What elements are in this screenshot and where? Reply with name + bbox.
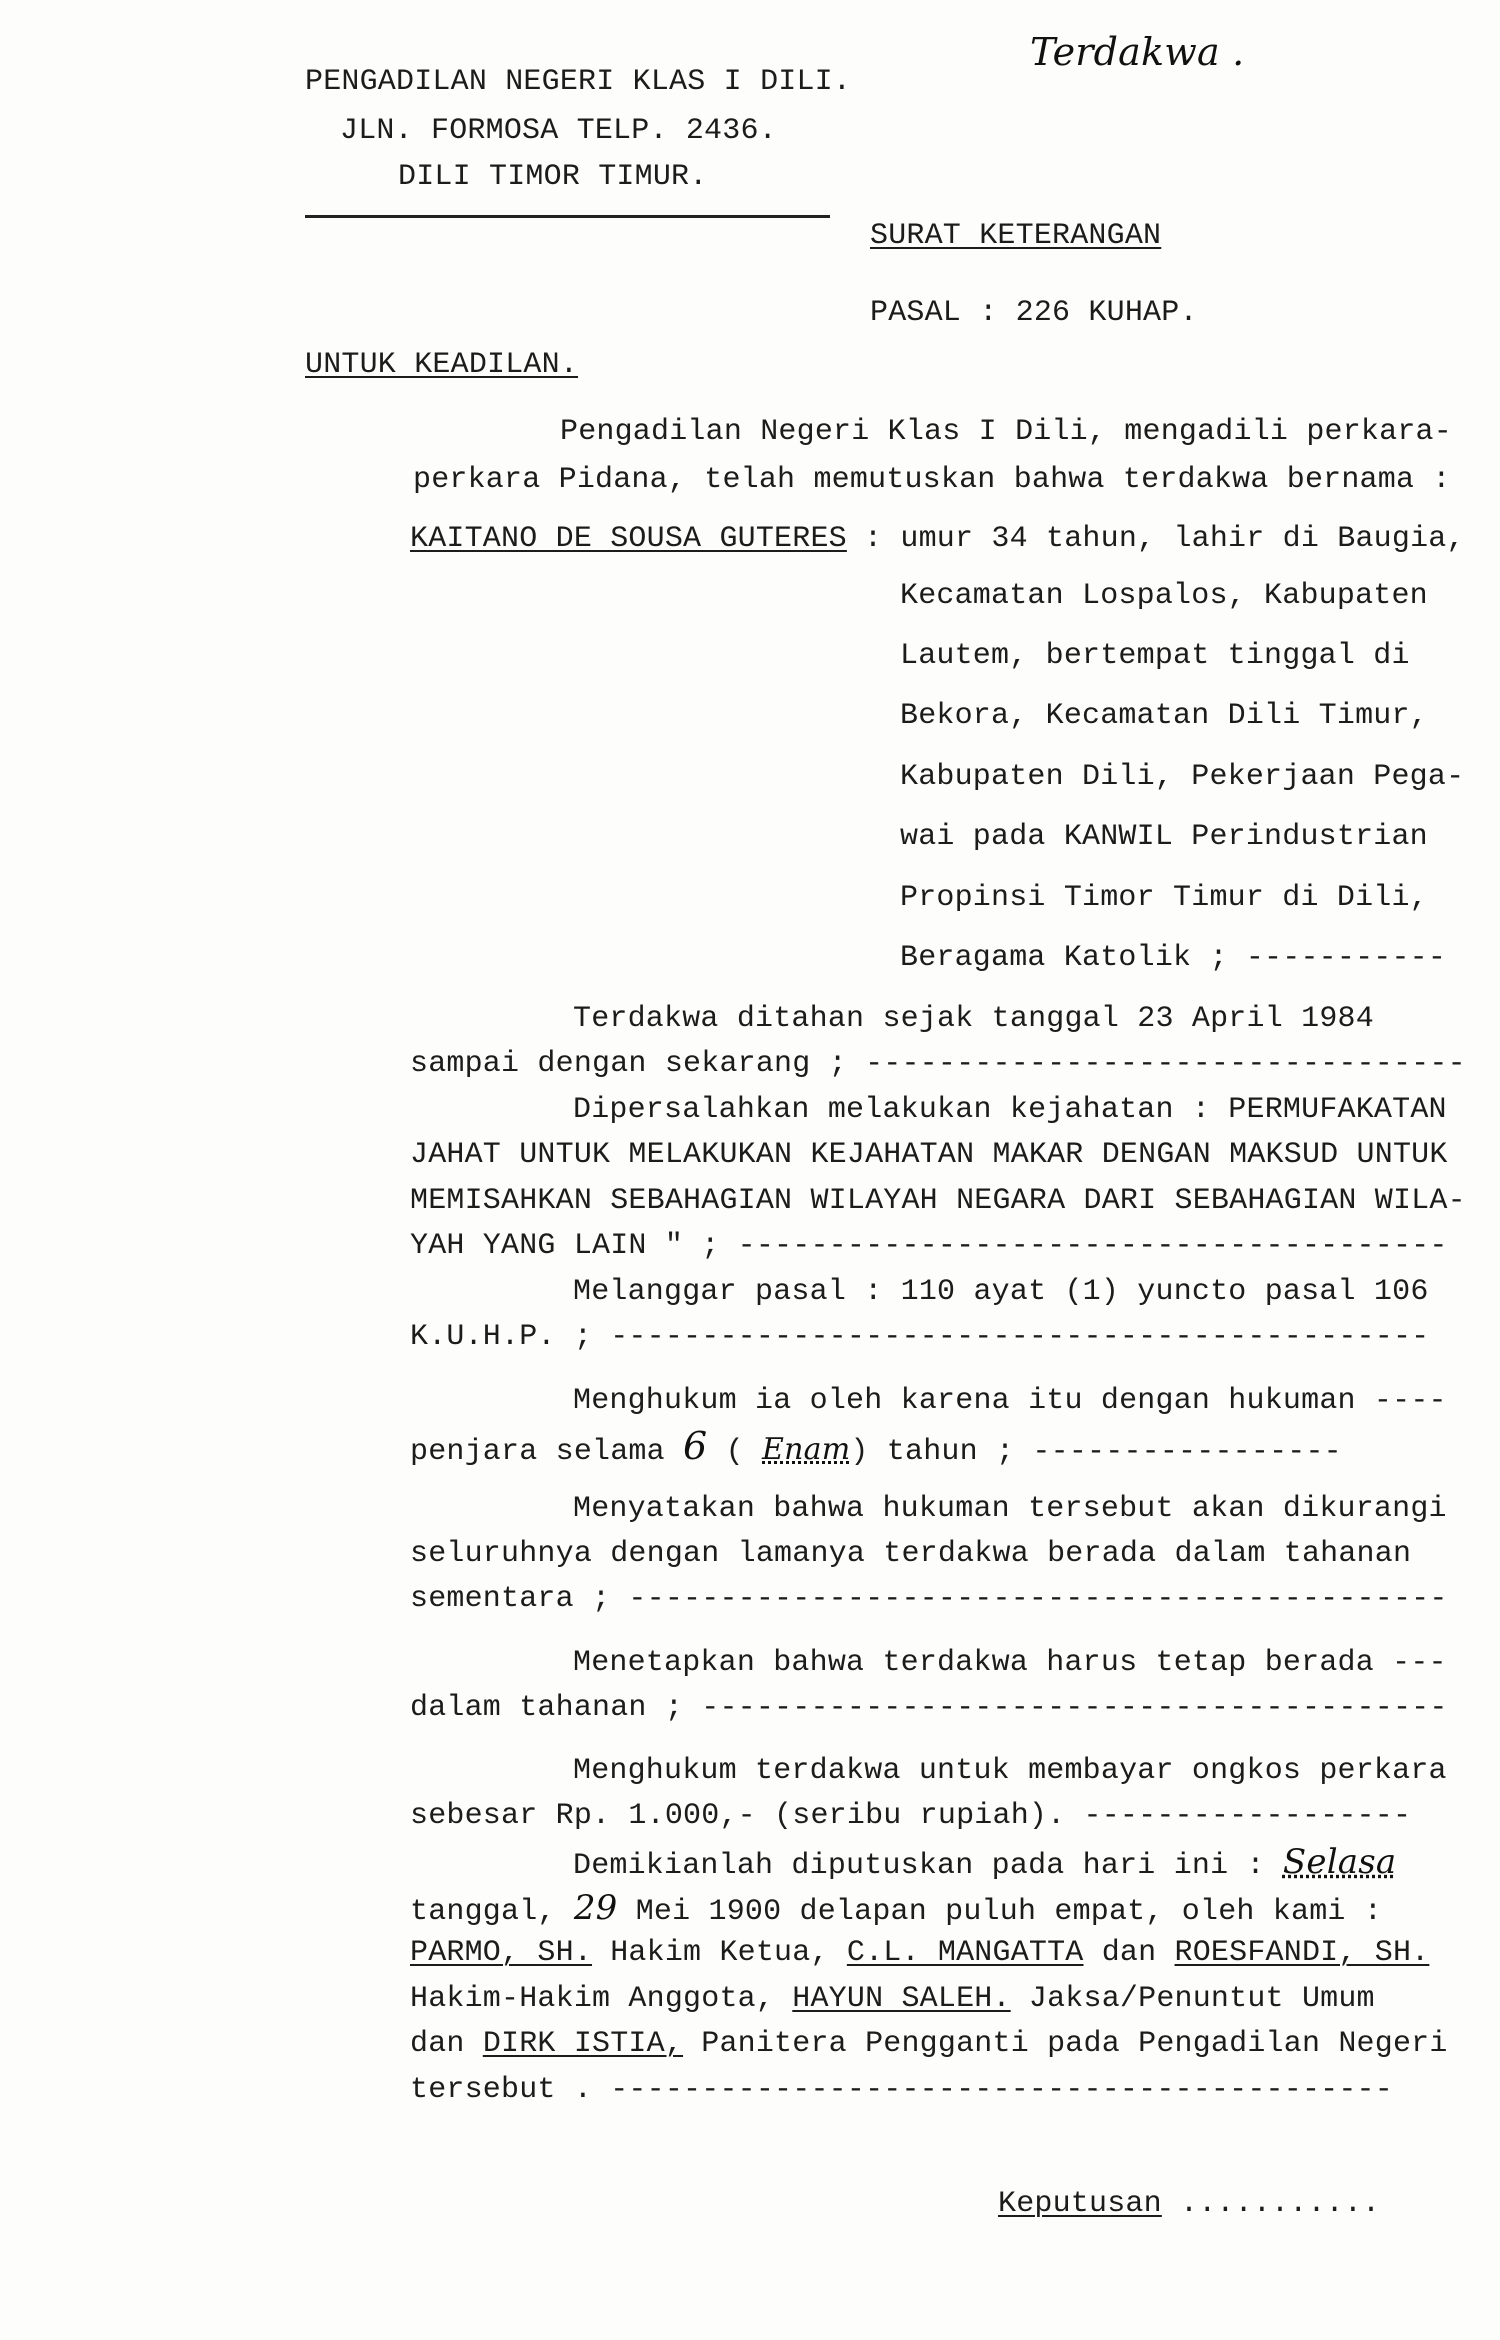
continuation-dots: ........... — [1180, 2187, 1381, 2221]
continuation-label: Keputusan — [998, 2187, 1162, 2221]
decision-line-4 — [410, 1981, 1375, 2017]
sentence-years-number: 6 — [683, 1424, 708, 1468]
decision-date: 29 — [573, 1888, 618, 1928]
sentence-line-1: Menghukum ia oleh karena itu dengan hukuman ---- — [573, 1384, 1447, 1418]
defendant-detail-line: Kecamatan Lospalos, Kabupaten — [900, 579, 1428, 613]
clerk-role: Panitera Pengganti pada Pengadilan Negeri — [701, 2027, 1448, 2061]
sentence-close: ) tahun ; ----------------- — [850, 1435, 1342, 1469]
reduction-line: sementara ; --------------------------------------------- — [410, 1582, 1448, 1616]
charge-line: MEMISAHKAN SEBAHAGIAN WILAYAH NEGARA DARI SEBAHAGIAN WILA- — [410, 1184, 1466, 1218]
defendant-detail-line: : umur 34 tahun, lahir di Baugia, — [864, 522, 1465, 556]
court-address: JLN. FORMOSA TELP. 2436. — [340, 114, 777, 148]
decision-line-2 — [410, 1890, 1382, 1930]
and-text: dan — [410, 2027, 465, 2061]
legal-basis: PASAL : 226 KUHAP. — [870, 296, 1198, 330]
sentence-line-2 — [410, 1424, 1342, 1470]
sentence-years-words: Enam — [762, 1432, 851, 1467]
handwritten-note: Terdakwa . — [1030, 30, 1245, 74]
decision-line-6: tersebut . ------------------------------------------- — [410, 2073, 1393, 2107]
header-rule — [305, 215, 830, 218]
defendant-name: KAITANO DE SOUSA GUTERES — [410, 522, 847, 556]
charge-line: YAH YANG LAIN " ; --------------------------------------- — [410, 1229, 1448, 1263]
charge-line: JAHAT UNTUK MELAKUKAN KEJAHATAN MAKAR DENGAN MAKSUD UNTUK — [410, 1138, 1448, 1172]
continuation-footer — [998, 2186, 1380, 2222]
defendant-detail-line: Kabupaten Dili, Pekerjaan Pega- — [900, 760, 1465, 794]
defendant-detail-line: wai pada KANWIL Perindustrian — [900, 820, 1428, 854]
decision-line-3 — [410, 1935, 1429, 1971]
decision-date-suffix: Mei 1900 delapan puluh empat, oleh kami : — [635, 1895, 1383, 1929]
defendant-detail-line: Beragama Katolik ; ----------- — [900, 941, 1447, 975]
court-city: DILI TIMOR TIMUR. — [398, 160, 708, 194]
defendant-detail-line: Lautem, bertempat tinggal di — [900, 639, 1410, 673]
decision-line-5 — [410, 2026, 1448, 2062]
intro-line-1: Pengadilan Negeri Klas I Dili, mengadili perkara- — [560, 415, 1452, 449]
detained-line-1: Terdakwa ditahan sejak tanggal 23 April 1984 — [573, 1002, 1374, 1036]
reduction-line: seluruhnya dengan lamanya terdakwa berada dalam tahanan — [410, 1537, 1412, 1571]
defendant-detail-line: Bekora, Kecamatan Dili Timur, — [900, 699, 1428, 733]
charge-line: Dipersalahkan melakukan kejahatan : PERMUFAKATAN — [573, 1093, 1447, 1127]
decision-date-prefix: tanggal, — [410, 1895, 556, 1929]
prosecutor-role: Jaksa/Penuntut Umum — [1028, 1982, 1375, 2016]
costs-line-1: Menghukum terdakwa untuk membayar ongkos perkara — [573, 1754, 1447, 1788]
sentence-open-paren: ( — [725, 1435, 744, 1469]
intro-line-2: perkara Pidana, telah memutuskan bahwa terdakwa bernama : — [413, 463, 1451, 497]
judge-chief: PARMO, SH. — [410, 1936, 593, 1970]
violation-line-2: K.U.H.P. ; --------------------------------------------- — [410, 1320, 1430, 1354]
judge-a: C.L. MANGATTA — [846, 1936, 1084, 1970]
sentence-prefix: penjara selama — [410, 1435, 665, 1469]
salutation: UNTUK KEADILAN. — [305, 348, 579, 382]
custody-line-1: Menetapkan bahwa terdakwa harus tetap berada --- — [573, 1646, 1447, 1680]
clerk-name: DIRK ISTIA, — [482, 2027, 684, 2061]
defendant-detail-line: Propinsi Timor Timur di Dili, — [900, 881, 1428, 915]
judge-b: ROESFANDI, SH. — [1174, 1936, 1430, 1970]
costs-line-2: sebesar Rp. 1.000,- (seribu rupiah). ------------------ — [410, 1799, 1412, 1833]
detained-line-2: sampai dengan sekarang ; --------------------------------- — [410, 1047, 1466, 1081]
decision-line-1 — [573, 1844, 1396, 1884]
document-title: SURAT KETERANGAN — [870, 219, 1162, 253]
judges-member-label: Hakim-Hakim Anggota, — [410, 1982, 775, 2016]
reduction-line: Menyatakan bahwa hukuman tersebut akan dikurangi — [573, 1492, 1447, 1526]
decision-prefix: Demikianlah diputuskan pada hari ini : — [573, 1849, 1265, 1883]
prosecutor-name: HAYUN SALEH. — [792, 1982, 1011, 2016]
custody-line-2: dalam tahanan ; ----------------------------------------- — [410, 1691, 1448, 1725]
court-name: PENGADILAN NEGERI KLAS I DILI. — [305, 65, 852, 99]
judge-chief-role: Hakim Ketua, — [610, 1936, 829, 1970]
decision-day: Selasa — [1282, 1842, 1397, 1882]
and-text: dan — [1101, 1936, 1157, 1970]
violation-line-1: Melanggar pasal : 110 ayat (1) yuncto pasal 106 — [573, 1275, 1429, 1309]
